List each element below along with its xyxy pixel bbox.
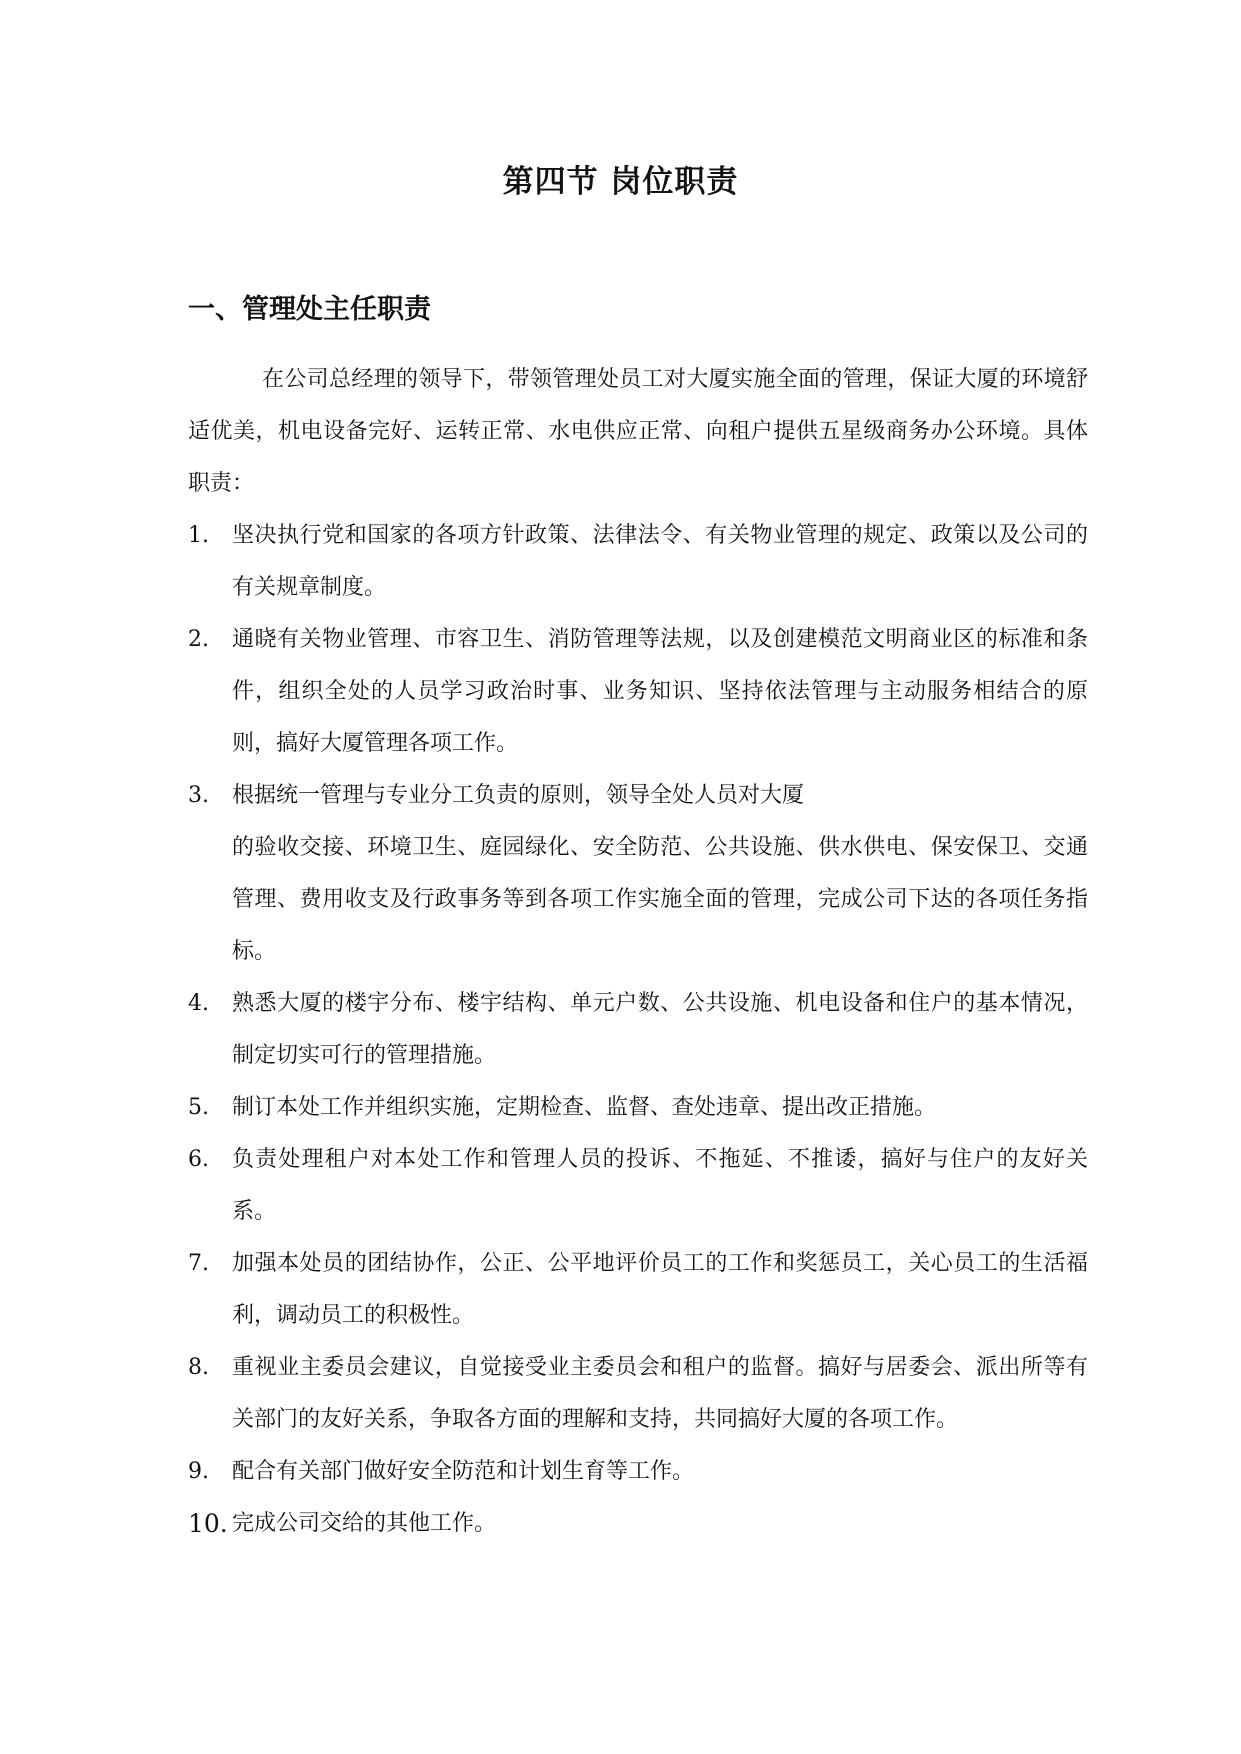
duty-text-line: 根据统一管理与专业分工负责的原则，领导全处人员对大厦	[232, 783, 805, 808]
duty-text: 完成公司交给的其他工作。	[232, 1511, 497, 1536]
duty-text: 熟悉大厦的楼宇分布、楼宇结构、单元户数、公共设施、机电设备和住户的基本情况，制定切实可行的管理措施。	[232, 991, 1088, 1068]
duty-number: 10.	[188, 1509, 228, 1538]
duty-number: 3.	[188, 783, 209, 808]
section-heading: 一、管理处主任职责	[188, 294, 431, 325]
duty-text: 重视业主委员会建议，自觉接受业主委员会和租户的监督。搞好与居委会、派出所等有关部门的友好关系，争取各方面的理解和支持，共同搞好大厦的各项工作。	[232, 1355, 1088, 1432]
duty-number: 5.	[188, 1095, 209, 1120]
duty-item-5	[188, 1082, 1088, 1134]
duty-item-9	[188, 1446, 1088, 1498]
duty-item-3	[188, 770, 1088, 978]
intro-paragraph: 在公司总经理的领导下，带领管理处员工对大厦实施全面的管理，保证大厦的环境舒适优美，机电设备完好、运转正常、水电供应正常、向租户提供五星级商务办公环境。具体职责：	[188, 367, 1088, 496]
duty-number: 8.	[188, 1355, 209, 1380]
duty-number: 1.	[188, 523, 209, 548]
duty-item-8	[188, 1342, 1088, 1446]
duty-text: 加强本处员的团结协作，公正、公平地评价员工的工作和奖惩员工，关心员工的生活福利，调动员工的积极性。	[232, 1251, 1088, 1328]
duty-number: 4.	[188, 991, 209, 1016]
duty-number: 7.	[188, 1251, 209, 1276]
duty-text-continuation: 的验收交接、环境卫生、庭园绿化、安全防范、公共设施、供水供电、保安保卫、交通管理、费用收支及行政事务等到各项工作实施全面的管理，完成公司下达的各项任务指标。	[232, 835, 1088, 964]
duty-text: 制订本处工作并组织实施，定期检查、监督、查处违章、提出改正措施。	[232, 1095, 937, 1120]
duty-number: 2.	[188, 627, 209, 652]
duty-list	[188, 510, 1088, 1550]
duty-text: 配合有关部门做好安全防范和计划生育等工作。	[232, 1459, 695, 1484]
duty-text	[232, 770, 1088, 978]
duty-item-2	[188, 614, 1088, 770]
duty-item-7	[188, 1238, 1088, 1342]
duty-text: 通晓有关物业管理、市容卫生、消防管理等法规，以及创建模范文明商业区的标准和条件，组织全处的人员学习政治时事、业务知识、坚持依法管理与主动服务相结合的原则，搞好大厦管理各项工作。	[232, 627, 1088, 756]
duty-text: 坚决执行党和国家的各项方针政策、法律法令、有关物业管理的规定、政策以及公司的有关规章制度。	[232, 523, 1088, 600]
duty-item-10	[188, 1498, 1088, 1550]
duty-number: 9.	[188, 1459, 209, 1484]
duty-item-6	[188, 1134, 1088, 1238]
duty-item-1	[188, 510, 1088, 614]
duty-text: 负责处理租户对本处工作和管理人员的投诉、不拖延、不推诿，搞好与住户的友好关系。	[232, 1147, 1088, 1224]
duty-item-4	[188, 978, 1088, 1082]
page-title: 第四节 岗位职责	[502, 164, 739, 200]
duty-number: 6.	[188, 1147, 209, 1172]
